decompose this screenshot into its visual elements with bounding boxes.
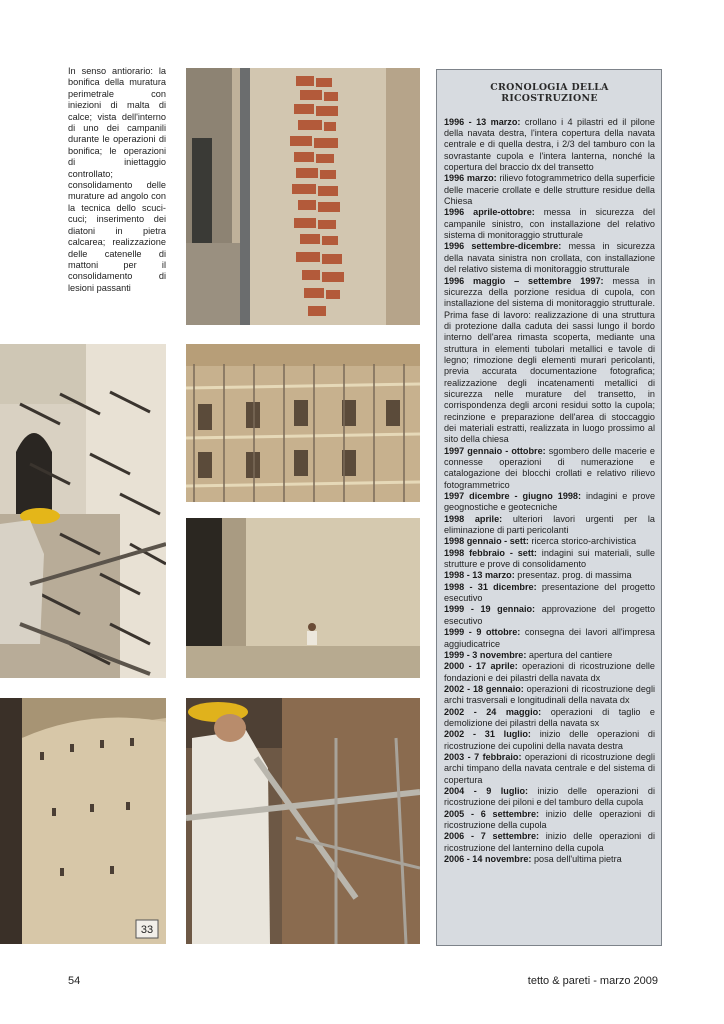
chronology-entry bbox=[444, 604, 655, 627]
chronology-text: crollano i 4 pilastri ed il pilone della navata destra, l'intera copertura della navata centrale e di quella destra, i 2/3 del tamburo con la sovrastante cupola e l'intera lanterna, nonché la copertura del braccio dx del transetto bbox=[444, 116, 655, 173]
chronology-entry bbox=[444, 582, 655, 605]
chronology-text: presentaz. prog. di massima bbox=[514, 570, 632, 581]
chronology-date: 1999 - 3 novembre: bbox=[444, 649, 527, 660]
chronology-text: inizio delle operazioni di ricostruzione del lanternino della cupola bbox=[444, 831, 655, 853]
chronology-text: inizio delle operazioni di ricostruzione della cupola bbox=[444, 808, 655, 830]
photo-campanile-interior bbox=[0, 698, 166, 944]
chronology-text: consegna dei lavori all'impresa aggiudicatrice bbox=[444, 627, 655, 649]
chronology-date: 1996 - 13 marzo: bbox=[444, 116, 521, 127]
chronology-entry bbox=[444, 707, 655, 730]
chronology-date: 2002 - 24 maggio: bbox=[444, 706, 542, 717]
chronology-entry bbox=[444, 650, 655, 661]
photo-injection-worker bbox=[186, 698, 420, 944]
chronology-date: 2002 - 18 gennaio: bbox=[444, 683, 524, 694]
chronology-text: posa dell'ultima pietra bbox=[531, 854, 622, 865]
chronology-entry bbox=[444, 446, 655, 491]
chronology-date: 2002 - 31 luglio: bbox=[444, 729, 531, 740]
chronology-text: operazioni di taglio e demolizione dei pilastri della navata sx bbox=[444, 706, 655, 728]
chronology-text: ricerca storico-archivistica bbox=[528, 536, 637, 547]
chronology-text: operazioni di ricostruzione degli archi timpano della navata centrale e del sistema di copertura bbox=[444, 751, 655, 785]
chronology-text: indagini sui materiali, sulle strutture e prove di consolidamento bbox=[444, 547, 655, 570]
magazine-footer: tetto & pareti - marzo 2009 bbox=[527, 975, 658, 987]
chronology-entry bbox=[444, 809, 655, 832]
chronology-entry bbox=[444, 570, 655, 581]
chronology-date: 2004 - 9 luglio: bbox=[444, 785, 529, 796]
chronology-date: 1998 - 31 dicembre: bbox=[444, 581, 537, 592]
chronology-date: 1996 marzo: bbox=[444, 173, 497, 184]
chronology-date: 1998 aprile: bbox=[444, 513, 503, 524]
chronology-date: 1998 gennaio - sett: bbox=[444, 536, 529, 547]
chronology-entry bbox=[444, 117, 655, 174]
photo-caption: In senso antiorario: la bonifica della muratura perimetrale con iniezioni di malta di calce; vista dell'interno di uno dei campanili durante le operazioni di bonifica; le operazioni di iniettaggio controllato; consolidamento delle murature ad angolo con la tecnica dello scuci-cuci; inserimento dei diatoni in pietra calcarea; realizzazione delle catenelle di mattoni per il consolidamento di lesioni passanti bbox=[68, 66, 166, 293]
chronology-text: ulteriori lavori urgenti per la eliminazione di parti pericolanti bbox=[444, 513, 655, 536]
chronology-date: 1996 maggio – settembre 1997: bbox=[444, 275, 604, 286]
chronology-date: 1997 gennaio - ottobre: bbox=[444, 445, 546, 456]
chronology-date: 2006 - 14 novembre: bbox=[444, 854, 532, 865]
stone-number-tag: 33 bbox=[140, 924, 154, 936]
chronology-entry bbox=[444, 854, 655, 865]
chronology-text: operazioni di ricostruzione degli archi trasversali e longitudinali della navata dx bbox=[444, 683, 655, 706]
chronology-text: presentazione del progetto esecutivo bbox=[444, 581, 656, 604]
chronology-entry bbox=[444, 729, 655, 752]
chronology-text: messa in sicurezza della navata sinistra non crollata, con installazione del relativo sistema di monitoraggio strutturale bbox=[444, 241, 655, 275]
chronology-entry bbox=[444, 752, 655, 786]
chronology-entry bbox=[444, 831, 655, 854]
chronology-entry bbox=[444, 536, 655, 547]
photo-brick-stitching bbox=[186, 68, 420, 325]
chronology-date: 1996 aprile-ottobre: bbox=[444, 207, 535, 218]
photo-interior-worker bbox=[186, 518, 420, 678]
photo-scaffolding bbox=[186, 344, 420, 502]
chronology-box bbox=[436, 69, 662, 946]
chronology-date: 1996 settembre-dicembre: bbox=[444, 241, 562, 252]
chronology-text: sgombero delle macerie e connesse operazioni di numerazione e catalogazione dei blocchi crollati e relativo rilievo fotogrammetrico bbox=[444, 445, 655, 490]
chronology-text: indagini e prove geognostiche e geotecniche bbox=[444, 491, 656, 513]
chronology-entry bbox=[444, 684, 655, 707]
chronology-text: messa in sicurezza della porzione residua di cupola, con installazione del sistema di monitoraggio strutturale. Prima fase di lavoro: realizzazione di una struttura di protezione dalla caduta dei sassi lungo il bordo interno dell'area rimasta scoperta, mediante una struttura in elementi tubolari metallici e tavole di legno; rimozione degli elementi murari pericolanti, previa accurata documentazione fotografica; realizzazione degli incatenamenti metallici di sicurezza nelle murature del transetto, in corrispondenza degli arconi residui sotto la cupola; recinzione e preparazione dell'area di stoccaggio dei materiali estratti, realizzata in luogo prossimo al sito della chiesa bbox=[444, 275, 656, 445]
chronology-entry bbox=[444, 627, 655, 650]
chronology-text: inizio delle operazioni di ricostruzione dei cupolini della navata destra bbox=[444, 729, 655, 751]
chronology-entries bbox=[444, 117, 655, 866]
chronology-entry bbox=[444, 173, 655, 207]
chronology-date: 2006 - 7 settembre: bbox=[444, 831, 540, 842]
chronology-date: 2005 - 6 settembre: bbox=[444, 808, 540, 819]
chronology-text: approvazione del progetto esecutivo bbox=[444, 604, 655, 626]
chronology-entry bbox=[444, 276, 655, 446]
chronology-entry bbox=[444, 514, 655, 537]
chronology-date: 1997 dicembre - giugno 1998: bbox=[444, 491, 582, 502]
chronology-entry bbox=[444, 491, 655, 514]
photo-wall-bars bbox=[0, 344, 166, 678]
chronology-text: apertura del cantiere bbox=[526, 649, 613, 660]
chronology-date: 1998 febbraio - sett: bbox=[444, 547, 537, 558]
chronology-title: CRONOLOGIA DELLA RICOSTRUZIONE bbox=[490, 82, 609, 105]
chronology-date: 1999 - 9 ottobre: bbox=[444, 627, 521, 638]
chronology-entry bbox=[444, 241, 655, 275]
page-number: 54 bbox=[68, 975, 81, 987]
chronology-date: 1998 - 13 marzo: bbox=[444, 570, 515, 581]
chronology-entry bbox=[444, 207, 655, 241]
chronology-date: 1999 - 19 gennaio: bbox=[444, 604, 536, 615]
chronology-entry bbox=[444, 786, 655, 809]
chronology-date: 2003 - 7 febbraio: bbox=[444, 751, 522, 762]
chronology-text: operazioni di ricostruzione delle fondazioni e dei pilastri della navata dx bbox=[444, 661, 655, 683]
chronology-text: messa in sicurezza del campanile sinistro, con installazione del relativo sistema di monitoraggio strutturale bbox=[444, 207, 655, 241]
chronology-entry bbox=[444, 548, 655, 571]
chronology-text: inizio delle operazioni di ricostruzione dei piloni e del tamburo della cupola bbox=[444, 785, 655, 808]
chronology-entry bbox=[444, 661, 655, 684]
chronology-text: rilievo fotogrammetrico della superficie delle macerie crollate e delle strutture residue della Chiesa bbox=[444, 173, 655, 207]
chronology-date: 2000 - 17 aprile: bbox=[444, 661, 518, 672]
